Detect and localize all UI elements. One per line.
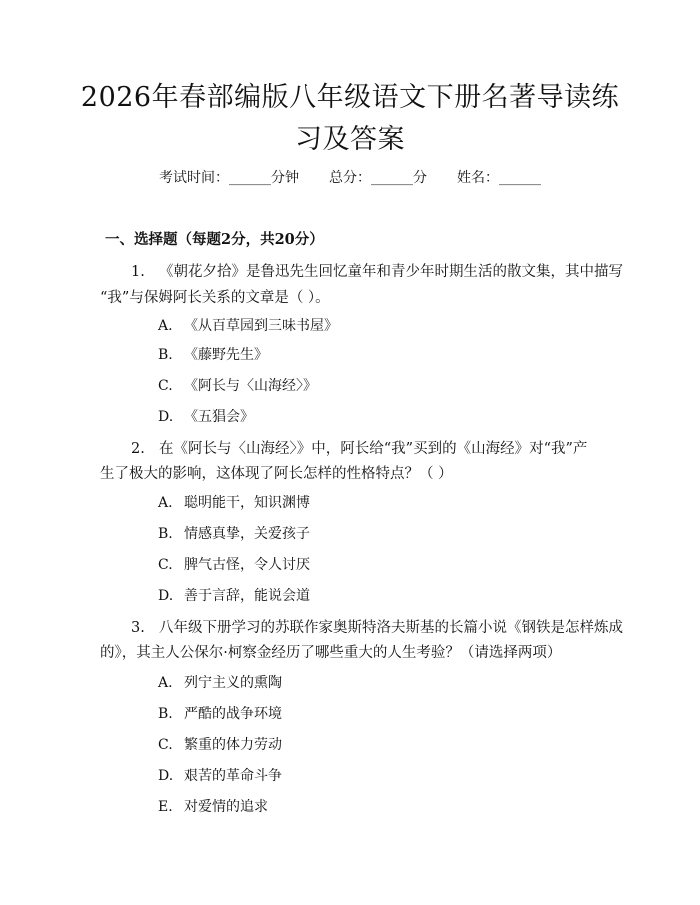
option-label: D. (158, 768, 174, 784)
option-text: 情感真挚，关爱孩子 (184, 526, 310, 542)
question-2-text-line2: 生了极大的影响，这体现了阿长怎样的性格特点？（ ） (100, 466, 453, 482)
question-1-option-b (158, 345, 268, 365)
question-3-text-line1: 八年级下册学习的苏联作家奥斯特洛夫斯基的长篇小说《钢铁是怎样炼成 (159, 620, 623, 636)
option-label: E. (158, 799, 173, 815)
page-title-line2: 习及答案 (295, 124, 405, 155)
question-3-text-line2: 的》，其主人公保尔·柯察金经历了哪些重大的人生考验？（请选择两项） (100, 645, 562, 661)
question-1-option-a (158, 316, 338, 336)
question-2-text-line1: 在《阿长与〈山海经〉》中，阿长给“我”买到的《山海经》对“我”产 (159, 441, 588, 457)
question-2-option-b (158, 524, 310, 544)
page-title-line1: 2026年春部编版八年级语文下册名著导读练 (80, 82, 620, 113)
question-1-option-c (158, 376, 317, 396)
question-3-option-b (158, 704, 282, 724)
question-2-option-a (158, 493, 310, 513)
question-3-option-e (158, 797, 268, 817)
question-2-line1 (131, 439, 587, 459)
option-label: A. (158, 318, 173, 334)
question-1-text-line1: 《朝花夕拾》是鲁迅先生回忆童年和青少年时期生活的散文集，其中描写 (159, 264, 623, 280)
exam-time-field: 考试时间：______分钟 (159, 170, 299, 186)
question-3-option-c (158, 735, 282, 755)
question-3-line1 (131, 618, 623, 638)
option-text: 《五猖会》 (184, 409, 254, 425)
option-text: 列宁主义的熏陶 (184, 675, 282, 691)
option-label: D. (158, 409, 174, 425)
option-text: 对爱情的追求 (184, 799, 268, 815)
option-label: B. (158, 706, 173, 722)
option-text: 艰苦的革命斗争 (184, 768, 282, 784)
student-name-field: 姓名：______ (457, 170, 541, 186)
question-2-number: 2. (131, 441, 145, 457)
total-score-field: 总分：______分 (329, 170, 427, 186)
option-label: A. (158, 675, 173, 691)
question-3-number: 3. (131, 620, 145, 636)
option-label: C. (158, 378, 173, 394)
option-text: 《藤野先生》 (184, 347, 268, 363)
question-1-option-d (158, 407, 254, 427)
option-label: B. (158, 526, 173, 542)
exam-meta (0, 168, 700, 188)
question-1-text-line2: “我”与保姆阿长关系的文章是（ ）。 (100, 290, 330, 306)
option-label: C. (158, 737, 173, 753)
option-text: 《阿长与〈山海经〉》 (184, 378, 317, 394)
option-text: 聪明能干，知识渊博 (184, 495, 310, 511)
question-2-option-c (158, 555, 310, 575)
question-3-option-d (158, 766, 282, 786)
question-2-option-d (158, 586, 310, 606)
option-label: B. (158, 347, 173, 363)
question-1-number: 1. (131, 264, 145, 280)
option-text: 严酷的战争环境 (184, 706, 282, 722)
option-text: 繁重的体力劳动 (184, 737, 282, 753)
option-label: A. (158, 495, 173, 511)
question-1-line1 (131, 262, 623, 282)
section-heading: 一、选择题（每题2分，共20分） (105, 231, 324, 248)
option-text: 《从百草园到三味书屋》 (184, 318, 338, 334)
option-label: D. (158, 588, 174, 604)
option-text: 脾气古怪，令人讨厌 (184, 557, 310, 573)
question-3-option-a (158, 673, 282, 693)
option-label: C. (158, 557, 173, 573)
option-text: 善于言辞，能说会道 (184, 588, 310, 604)
